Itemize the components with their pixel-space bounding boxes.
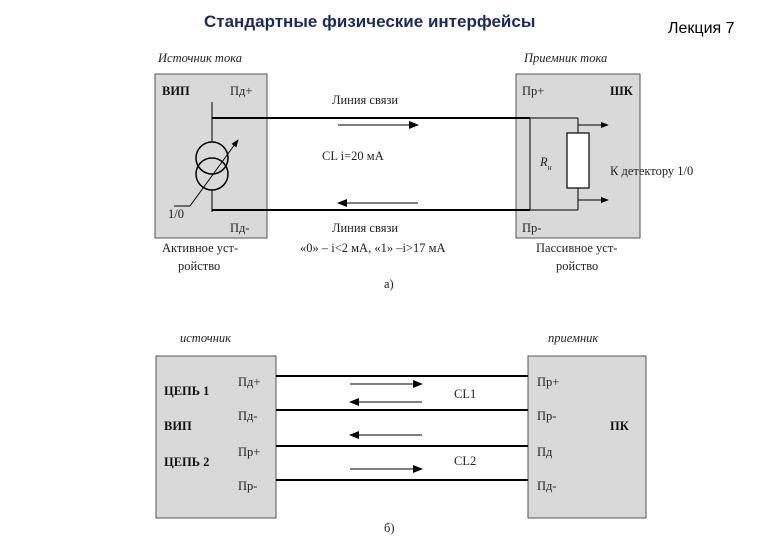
source-caption-2: ройство <box>178 259 221 273</box>
line-top-label: Линия связи <box>332 93 399 107</box>
pr-plus-label: Пр+ <box>522 84 545 98</box>
receiver-title-b: приемник <box>548 331 599 345</box>
source-title-b: источник <box>180 331 232 345</box>
right-pin-2: Пр- <box>537 409 557 423</box>
diagram-b <box>156 331 646 535</box>
caption-a: а) <box>384 277 394 291</box>
pk-label: ПК <box>610 419 629 433</box>
cl2-label: CL2 <box>454 454 477 468</box>
vip-label: ВИП <box>162 84 190 98</box>
shk-label: ШК <box>610 84 633 98</box>
receiver-title-a: Приемник тока <box>524 51 608 65</box>
current-label: CL i=20 мА <box>322 149 384 163</box>
cl1-label: CL1 <box>454 387 477 401</box>
pd-minus-label: Пд- <box>230 221 250 235</box>
detector-label: К детектору 1/0 <box>610 164 694 178</box>
right-pin-1: Пр+ <box>537 375 560 389</box>
left-pin-3: Пр+ <box>238 445 261 459</box>
caption-b: б) <box>384 521 395 535</box>
receiver-caption-1: Пассивное уст- <box>536 241 618 255</box>
receiver-caption-2: ройство <box>556 259 599 273</box>
source-caption-1: Активное уст- <box>162 241 239 255</box>
right-pin-3: Пд <box>537 445 553 459</box>
vip-label-b: ВИП <box>164 419 192 433</box>
page-title: Стандартные физические интерфейсы <box>204 12 536 31</box>
source-title-a: Источник тока <box>158 51 242 65</box>
resistor-label: $R_н$ <box>540 155 552 172</box>
diagram-a <box>155 51 693 291</box>
left-pin-2: Пд- <box>238 409 258 423</box>
chain1-label: ЦЕПЬ 1 <box>164 384 210 398</box>
lecture-number: Лекция 7 <box>668 20 735 37</box>
pd-plus-label: Пд+ <box>230 84 253 98</box>
logic-levels: «0» – i<2 мА, «1» –i>17 мА <box>300 241 446 255</box>
io-label: 1/0 <box>168 207 184 221</box>
line-bottom-label: Линия связи <box>332 221 399 235</box>
left-pin-4: Пр- <box>238 479 258 493</box>
left-pin-1: Пд+ <box>238 375 261 389</box>
pr-minus-label: Пр- <box>522 221 542 235</box>
right-pin-4: Пд- <box>537 479 557 493</box>
chain2-label: ЦЕПЬ 2 <box>164 455 210 469</box>
